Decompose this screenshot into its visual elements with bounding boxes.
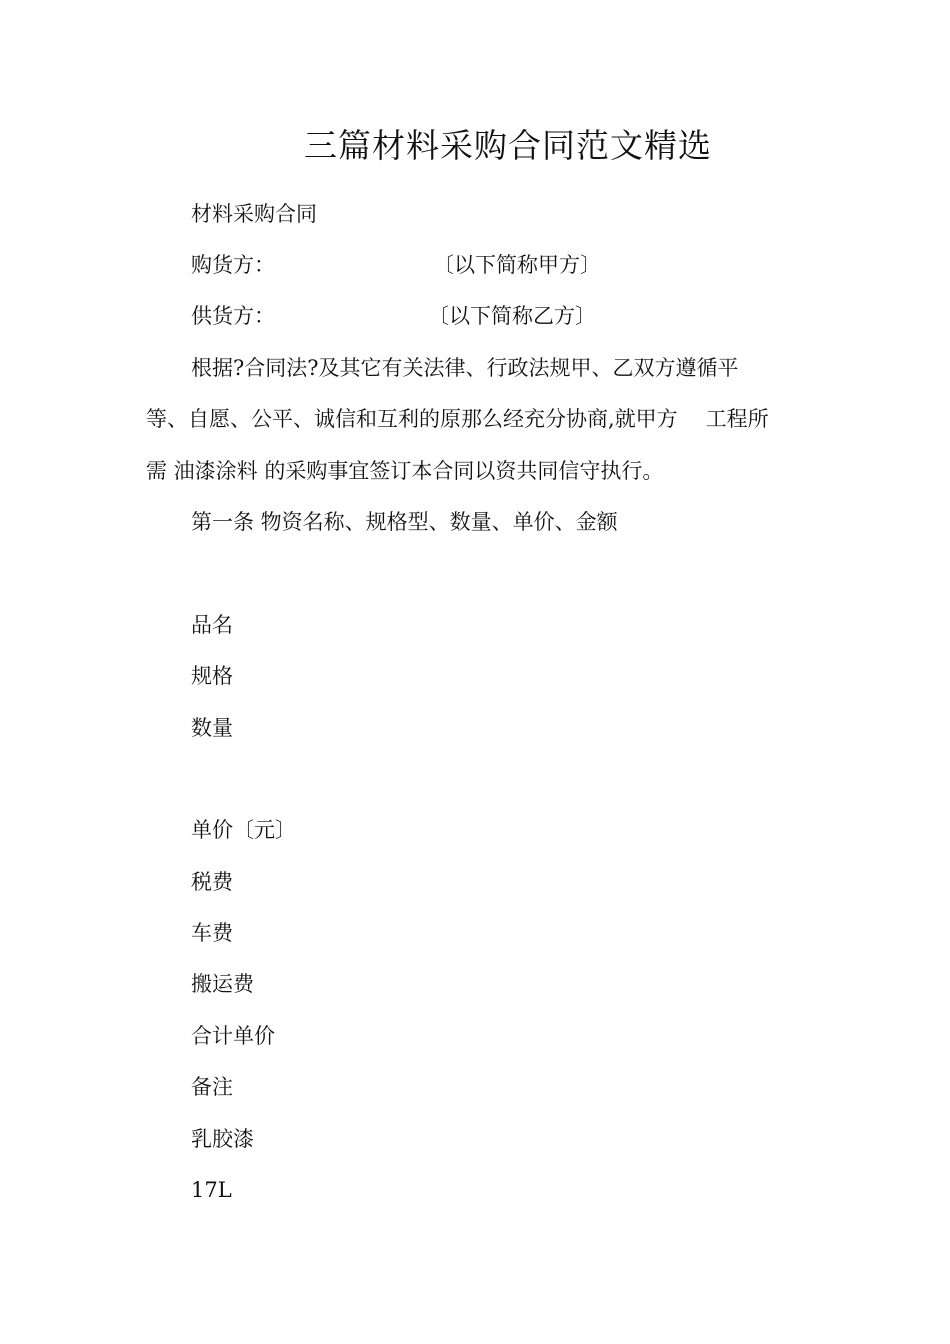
paragraph-line-2 <box>146 404 769 434</box>
table-value-volume: 17L <box>191 1178 232 1202</box>
supplier-line <box>191 301 596 331</box>
contract-heading: 材料采购合同 <box>191 202 317 226</box>
table-item-total-unit-price: 合计单价 <box>191 1024 275 1048</box>
document-title: 三篇材料采购合同范文精选 <box>304 126 712 165</box>
table-item-unit-price: 单价〔元〕 <box>191 818 296 842</box>
table-item-remarks: 备注 <box>191 1075 233 1099</box>
table-item-spec: 规格 <box>191 664 233 688</box>
paragraph-line-3: 需 油漆涂料 的采购事宜签订本合同以资共同信守执行。 <box>146 459 664 483</box>
table-item-freight: 车费 <box>191 921 233 945</box>
buyer-line <box>191 250 601 280</box>
table-item-handling: 搬运费 <box>191 972 254 996</box>
table-item-name: 品名 <box>191 613 233 637</box>
article-1-heading: 第一条 物资名称、规格型、数量、单价、金额 <box>191 510 618 534</box>
paragraph-line-2-part-b: 工程所 <box>705 407 769 431</box>
buyer-note: 〔以下简称甲方〕 <box>433 253 601 277</box>
paragraph-line-2-part-a: 等、自愿、公平、诚信和互利的原那么经充分协商,就甲方 <box>146 407 678 431</box>
table-item-tax: 税费 <box>191 870 233 894</box>
table-item-quantity: 数量 <box>191 716 233 740</box>
supplier-label: 供货方： <box>191 304 275 328</box>
supplier-note: 〔以下简称乙方〕 <box>428 304 596 328</box>
paragraph-line-1: 根据?合同法?及其它有关法律、行政法规甲、乙双方遵循平 <box>191 356 739 380</box>
buyer-label: 购货方： <box>191 253 275 277</box>
table-value-latex-paint: 乳胶漆 <box>191 1127 254 1151</box>
